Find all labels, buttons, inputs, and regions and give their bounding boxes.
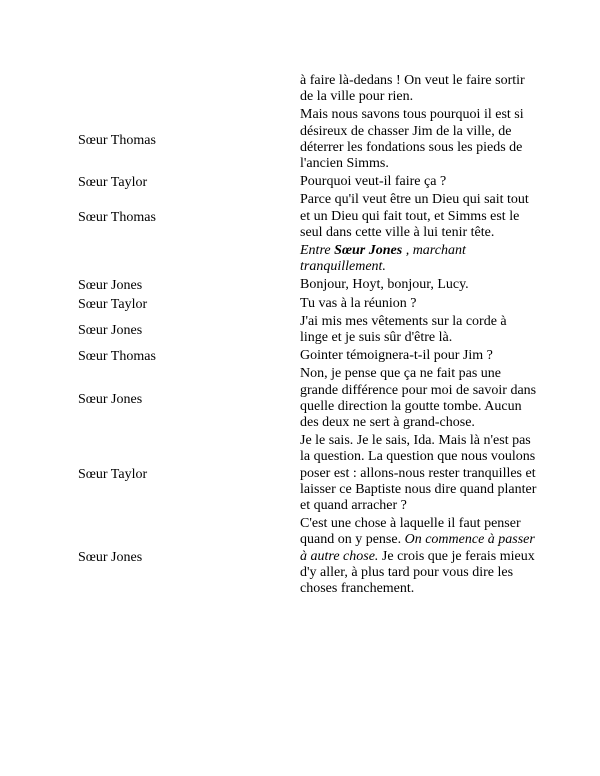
speaker-name: Sœur Thomas <box>78 132 156 148</box>
dialogue-line: Mais nous savons tous pourquoi il est si désireux de chasser Jim de la ville, de déterrer les fondations sous les pieds de l'ancien Simms. <box>300 107 524 172</box>
speaker-name: Sœur Taylor <box>78 466 148 482</box>
dialogue-line: Je le sais. Je le sais, Ida. Mais là n'est pas la question. La question que nous voulons poser est : allons-nous rester tranquilles et laisser ce Baptiste nous dire quand planter et quand arracher ? <box>300 433 537 514</box>
dialogue-line: Gointer témoignera-t-il pour Jim ? <box>300 348 493 364</box>
stage-direction-inline: On commence à passer à autre chose. <box>300 532 535 564</box>
stage-direction <box>300 243 538 277</box>
dialogue-row <box>78 516 538 599</box>
speaker-name <box>78 73 300 107</box>
dialogue-row <box>78 277 538 295</box>
dialogue-line: Pourquoi veut-il faire ça ? <box>300 174 447 190</box>
speaker-name <box>78 243 300 277</box>
dialogue-line: Bonjour, Hoyt, bonjour, Lucy. <box>300 277 469 293</box>
speaker-name: Sœur Jones <box>78 549 143 565</box>
dialogue-row <box>78 174 538 192</box>
dialogue-row <box>78 433 538 516</box>
dialogue-row <box>78 314 538 348</box>
dialogue-text: C'est une chose à laquelle il faut penser quand on y pense. <box>300 516 521 548</box>
dialogue-row <box>78 296 538 314</box>
dialogue-line <box>300 516 538 599</box>
dialogue-line: Tu vas à la réunion ? <box>300 295 417 311</box>
dialogue-line: Parce qu'il veut être un Dieu qui sait tout et un Dieu qui fait tout, et Simms est le seul dans cette ville à lui tenir tête. <box>300 192 529 240</box>
speaker-name: Sœur Thomas <box>78 209 156 225</box>
dialogue-line: Non, je pense que ça ne fait pas une grande différence pour moi de savoir dans quelle direction la goutte tombe. Aucun des deux ne sert à grand-chose. <box>300 366 537 431</box>
dialogue-row <box>78 192 538 243</box>
speaker-name: Sœur Thomas <box>78 349 156 365</box>
stage-direction-pre: Entre <box>300 243 335 259</box>
speaker-name: Sœur Jones <box>78 391 143 407</box>
stage-direction-post: , marchant tranquillement. <box>300 243 466 275</box>
dialogue-line: à faire là-dedans ! On veut le faire sortir de la ville pour rien. <box>300 73 525 105</box>
speaker-name: Sœur Jones <box>78 278 143 294</box>
stage-direction-row <box>78 243 538 277</box>
dialogue-table <box>78 73 538 599</box>
dialogue-line: J'ai mis mes vêtements sur la corde à linge et je suis sûr d'être là. <box>300 313 507 346</box>
dialogue-row <box>78 348 538 366</box>
speaker-name: Sœur Taylor <box>78 296 148 312</box>
dialogue-text: Je crois que je ferais mieux d'y aller, à plus tard pour vous dire les choses franchement. <box>300 548 535 597</box>
speaker-name: Sœur Jones <box>78 322 143 338</box>
dialogue-row <box>78 73 538 107</box>
stage-direction-character: Sœur Jones <box>334 243 403 259</box>
dialogue-row <box>78 366 538 433</box>
speaker-name: Sœur Taylor <box>78 175 148 191</box>
dialogue-row <box>78 107 538 174</box>
